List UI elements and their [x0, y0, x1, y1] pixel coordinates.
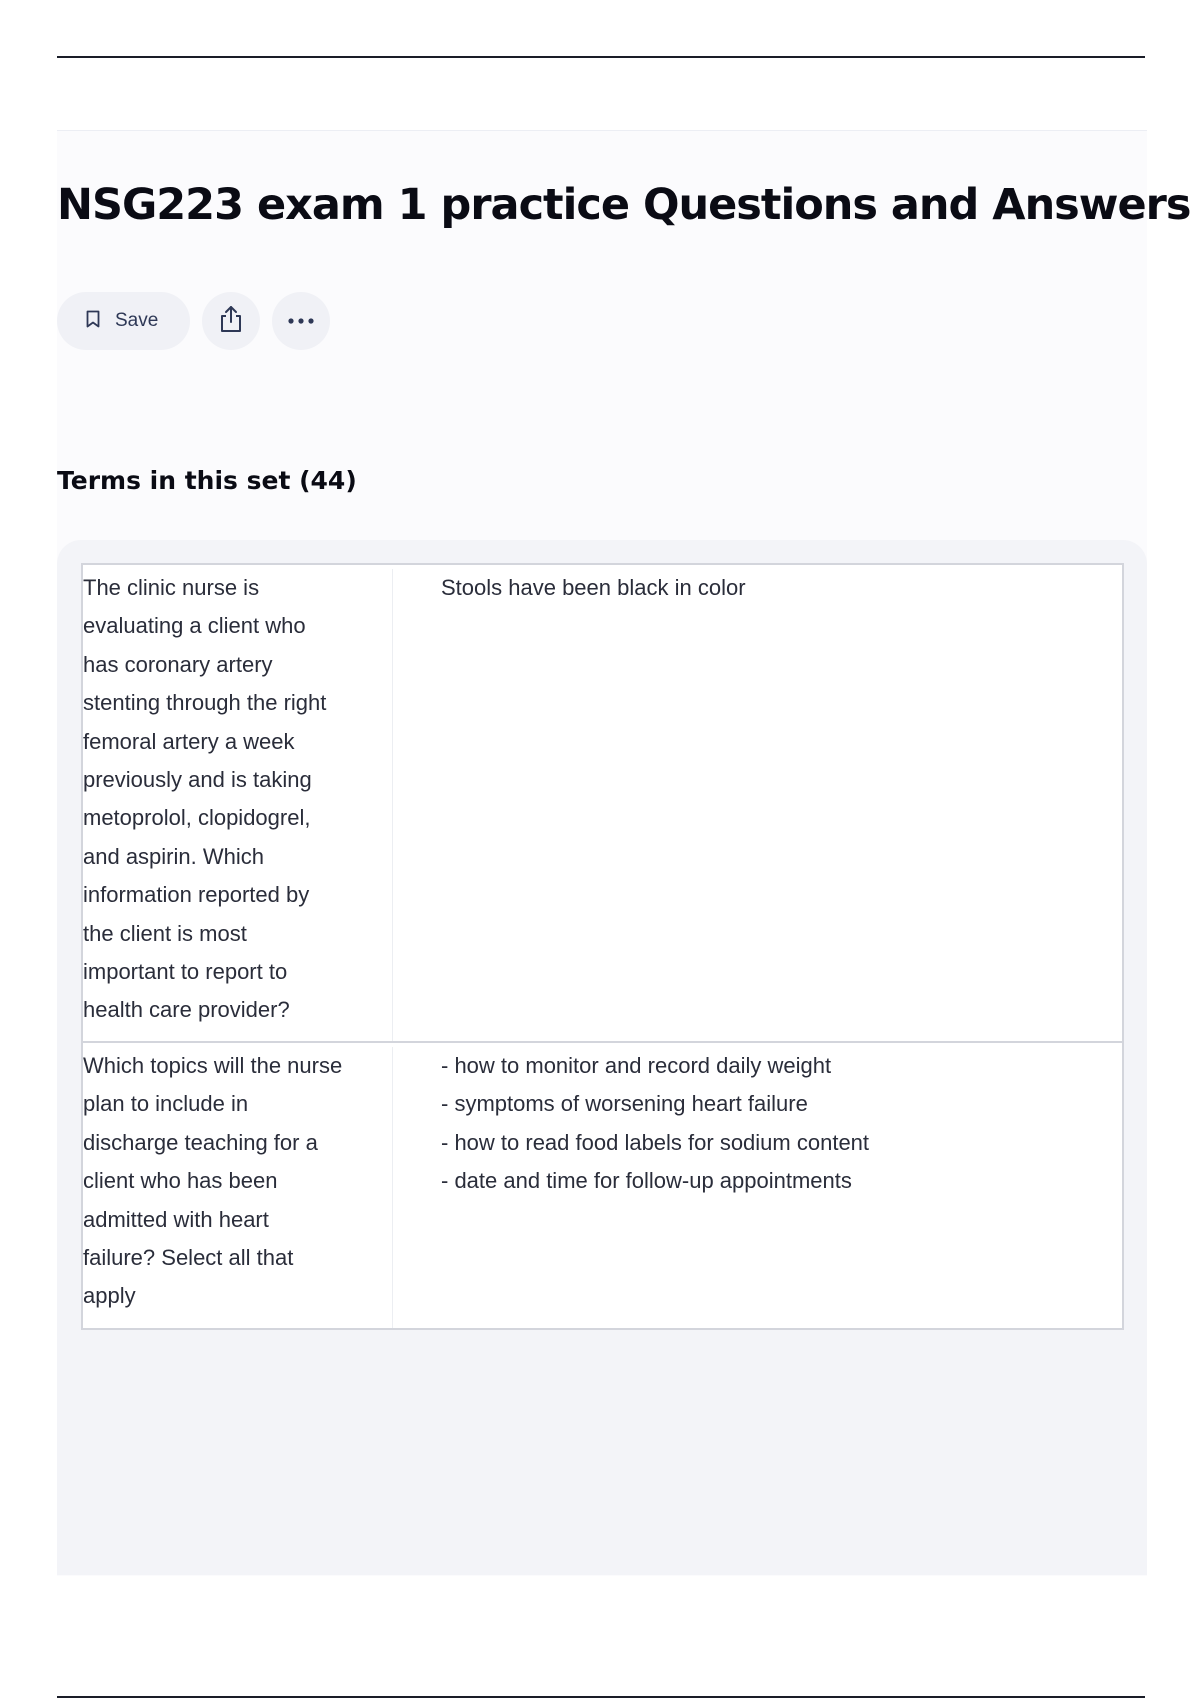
- terms-heading: Terms in this set (44): [57, 466, 357, 495]
- bookmark-icon: [85, 309, 101, 334]
- table-row: [83, 1043, 1122, 1328]
- more-options-button[interactable]: [272, 292, 330, 350]
- more-horizontal-icon: [287, 312, 315, 330]
- page-title: NSG223 exam 1 practice Questions and Answers: [57, 180, 1191, 230]
- save-button[interactable]: [57, 292, 190, 350]
- terms-table: [81, 563, 1124, 1330]
- table-row: [83, 565, 1122, 1043]
- save-label: Save: [115, 310, 159, 331]
- top-divider: [57, 56, 1145, 58]
- share-button[interactable]: [202, 292, 260, 350]
- definition-text: Stools have been black in color: [441, 575, 746, 600]
- term-text: The clinic nurse is evaluating a client who has coronary artery stenting through the right femoral artery a week previously and is taking metoprolol, clopidogrel, and aspirin. Which information reported by the client is most important to report to health care provider?: [83, 569, 393, 1041]
- share-icon: [218, 304, 244, 339]
- definition-text: - how to monitor and record daily weight - symptoms of worsening heart failure - how to read food labels for sodium content - date and time for follow-up appointments: [441, 1053, 870, 1194]
- action-bar: [57, 292, 330, 350]
- term-text: Which topics will the nurse plan to include in discharge teaching for a client who has been admitted with heart failure? Select all that apply: [83, 1047, 393, 1328]
- bottom-divider: [57, 1696, 1145, 1698]
